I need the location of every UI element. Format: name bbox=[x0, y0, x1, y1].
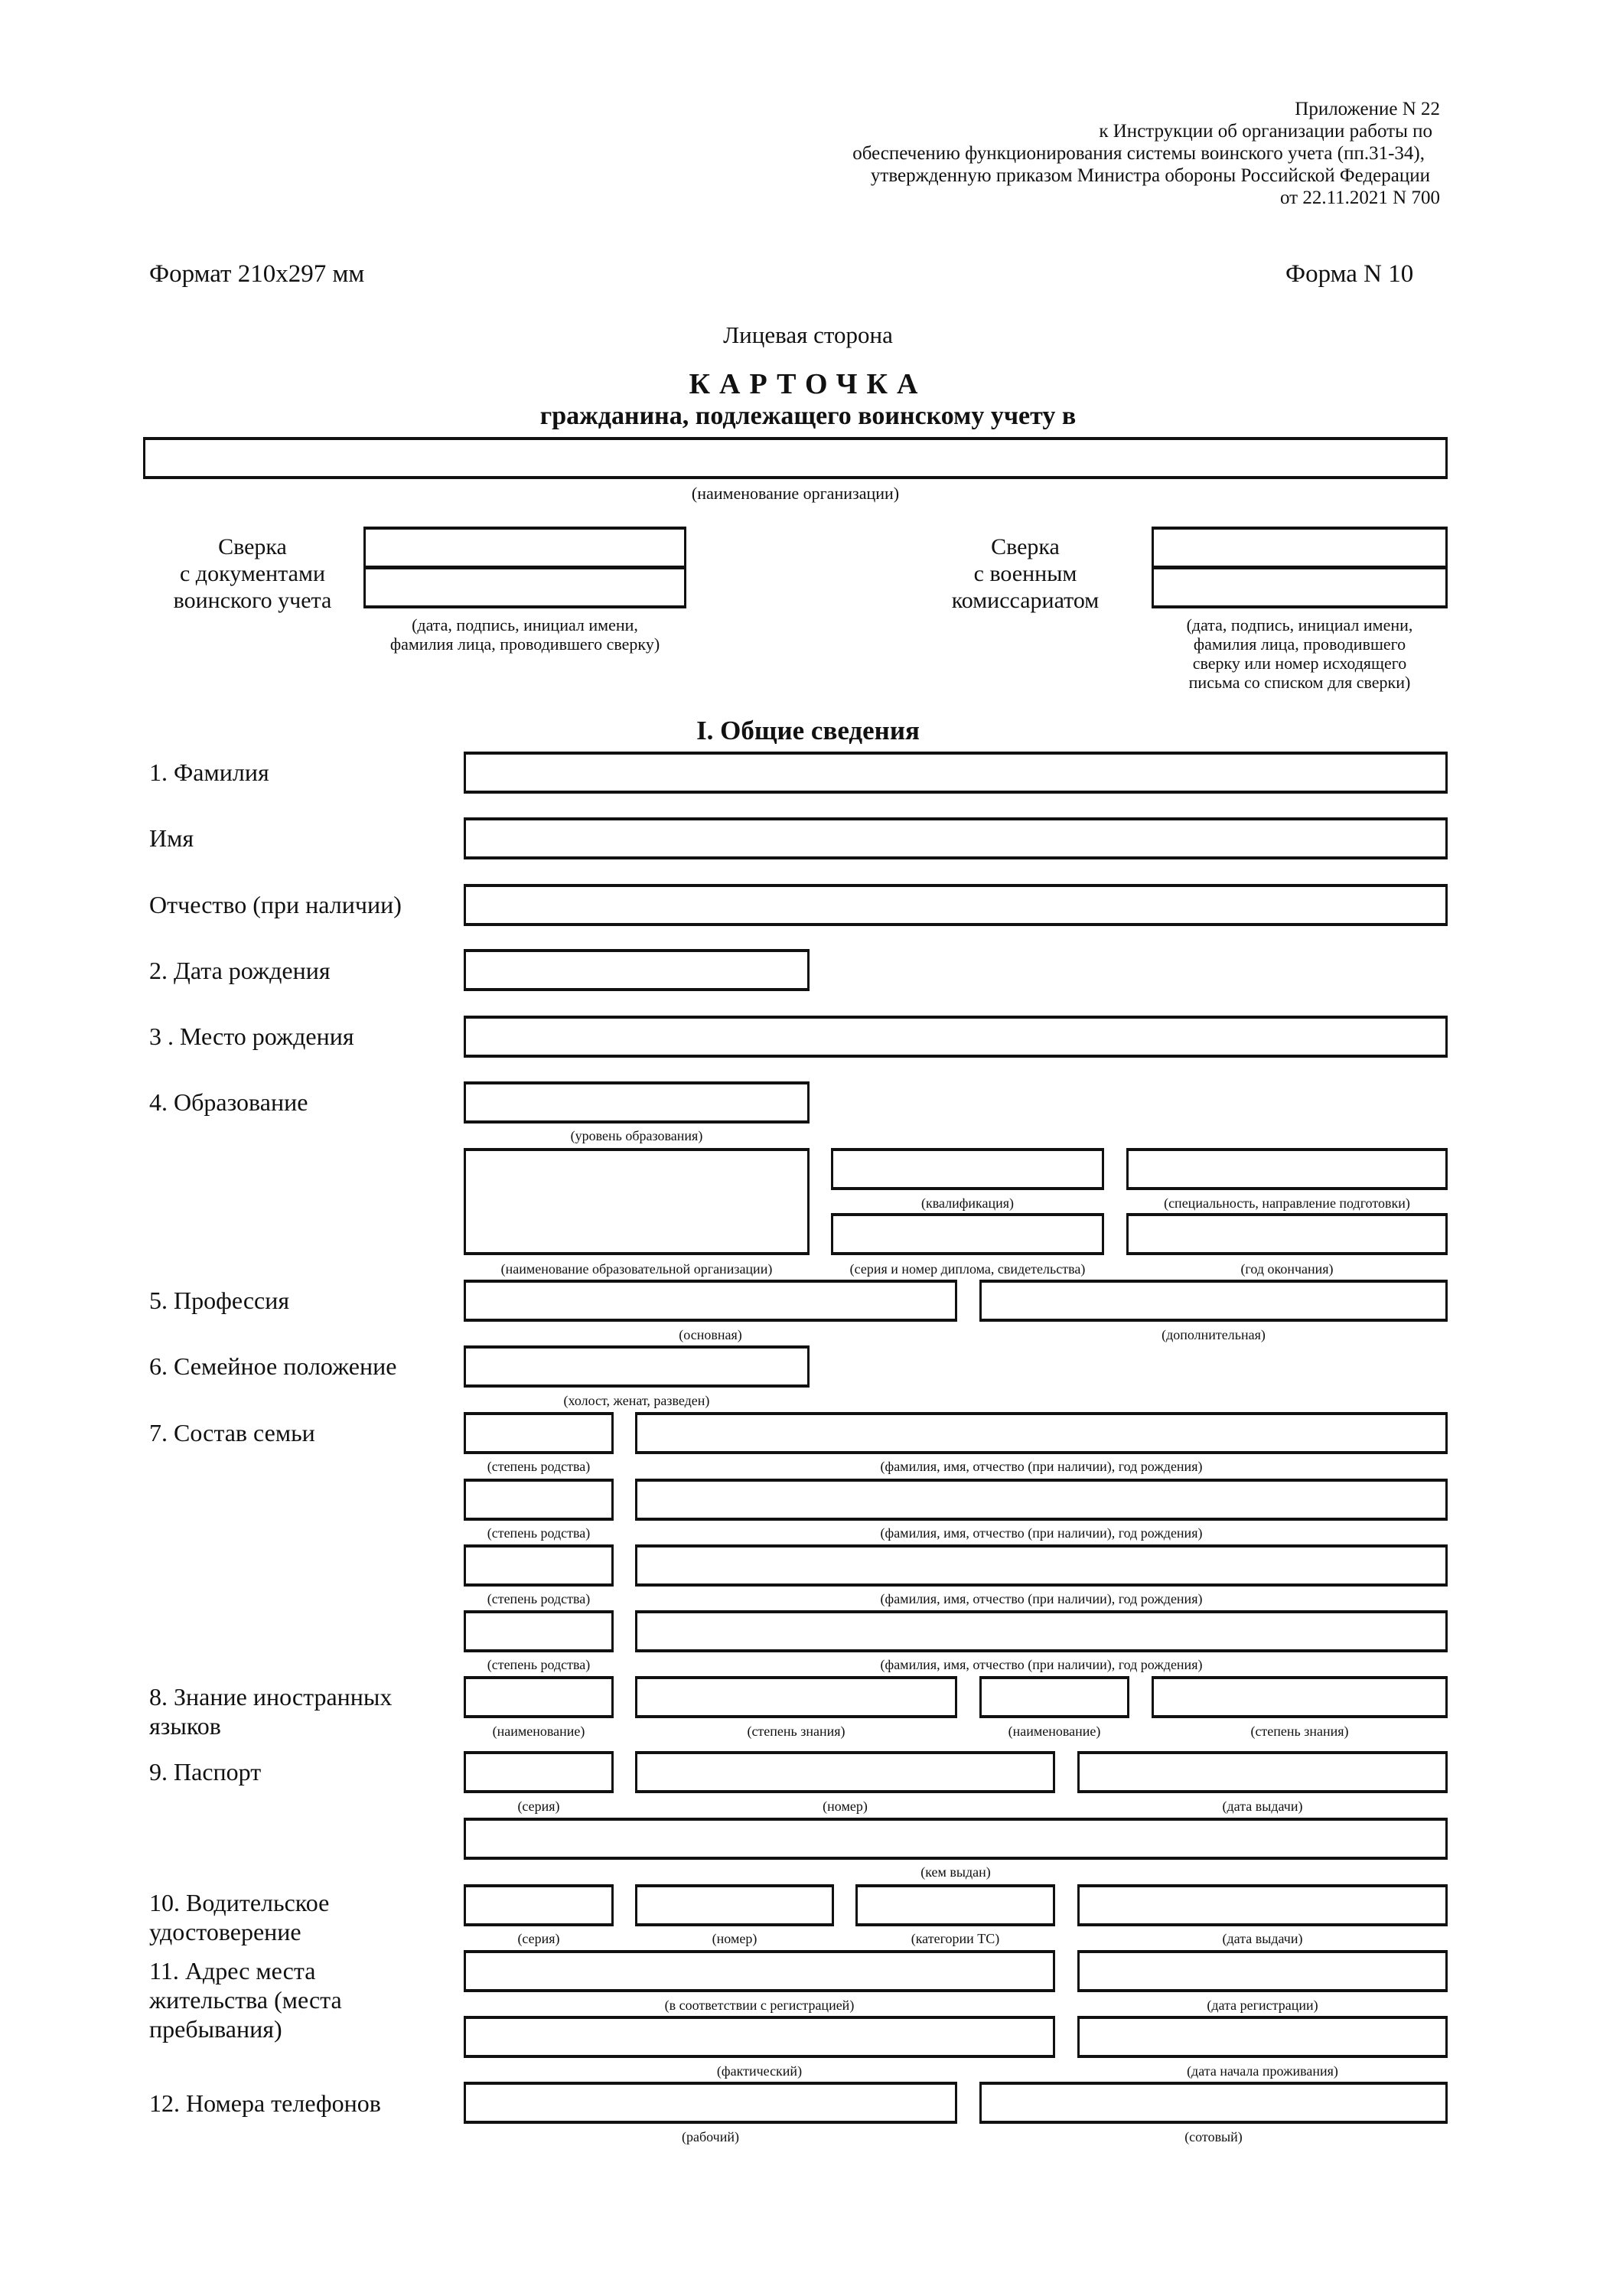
profession-label: 5. Профессия bbox=[149, 1287, 290, 1314]
organization-name-field[interactable] bbox=[143, 437, 1448, 479]
appendix-line: утвержденную приказом Министра обороны Российской Федерации bbox=[870, 165, 1430, 186]
caption-line: (дата, подпись, инициал имени, bbox=[412, 615, 638, 634]
form-number: Форма N 10 bbox=[1285, 260, 1414, 288]
family-member-caption: (фамилия, имя, отчество (при наличии), год рождения) bbox=[880, 1459, 1203, 1474]
section-title: I. Общие сведения bbox=[696, 716, 920, 745]
marital-status-caption: (холост, женат, разведен) bbox=[563, 1393, 710, 1408]
side-label: Лицевая сторона bbox=[723, 321, 893, 348]
organization-caption: (наименование организации) bbox=[691, 484, 900, 503]
mobile-phone-field[interactable] bbox=[979, 2082, 1448, 2124]
profession-extra-field[interactable] bbox=[979, 1280, 1448, 1322]
graduation-year-caption: (год окончания) bbox=[1240, 1261, 1334, 1277]
profession-main-caption: (основная) bbox=[679, 1327, 742, 1342]
education-label: 4. Образование bbox=[149, 1088, 308, 1116]
language-level-field-1[interactable] bbox=[635, 1676, 957, 1718]
document-subtitle: гражданина, подлежащего воинскому учету в bbox=[539, 402, 1077, 430]
family-member-field-4[interactable] bbox=[635, 1610, 1448, 1652]
passport-label: 9. Паспорт bbox=[149, 1758, 262, 1786]
family-kinship-field-2[interactable] bbox=[464, 1479, 614, 1521]
profession-extra-caption: (дополнительная) bbox=[1162, 1327, 1266, 1342]
marital-status-field[interactable] bbox=[464, 1345, 810, 1388]
name-field[interactable] bbox=[464, 817, 1448, 859]
label-line: пребывания) bbox=[149, 2015, 282, 2043]
actual-address-field[interactable] bbox=[464, 2016, 1055, 2058]
profession-main-field[interactable] bbox=[464, 1280, 957, 1322]
registration-address-caption: (в соответствии с регистрацией) bbox=[664, 1998, 855, 2013]
label-line: воинского учета bbox=[173, 588, 332, 613]
education-organization-caption: (наименование образовательной организации) bbox=[500, 1261, 773, 1277]
residence-start-date-caption: (дата начала проживания) bbox=[1187, 2063, 1338, 2079]
sverka-commissariat-caption bbox=[1152, 615, 1448, 692]
caption-line: фамилия лица, проводившего bbox=[1193, 634, 1406, 654]
caption-line: (дата, подпись, инициал имени, bbox=[1186, 615, 1413, 634]
language-level-caption: (степень знания) bbox=[747, 1724, 845, 1739]
license-number-caption: (номер) bbox=[712, 1931, 758, 1946]
license-categories-caption: (категории ТС) bbox=[911, 1931, 1000, 1946]
sverka-documents-field-1[interactable] bbox=[363, 527, 686, 569]
caption-line: сверку или номер исходящего bbox=[1192, 654, 1407, 673]
name-label: Имя bbox=[149, 824, 194, 852]
residence-start-date-field[interactable] bbox=[1077, 2016, 1448, 2058]
license-issue-date-field[interactable] bbox=[1077, 1884, 1448, 1926]
caption-line: фамилия лица, проводившего сверку) bbox=[389, 634, 660, 654]
surname-label: 1. Фамилия bbox=[149, 758, 269, 786]
driver-license-label bbox=[149, 1888, 329, 1946]
registration-address-field[interactable] bbox=[464, 1950, 1055, 1992]
passport-series-field[interactable] bbox=[464, 1751, 614, 1793]
label-line: с военным bbox=[973, 561, 1077, 586]
diploma-number-caption: (серия и номер диплома, свидетельства) bbox=[849, 1261, 1086, 1277]
family-member-field-2[interactable] bbox=[635, 1479, 1448, 1521]
passport-issued-by-field[interactable] bbox=[464, 1818, 1448, 1860]
family-member-field-1[interactable] bbox=[635, 1412, 1448, 1454]
label-line: удостоверение bbox=[149, 1918, 301, 1945]
appendix-line: обеспечению функционирования системы воинского учета (пп.31-34), bbox=[852, 143, 1425, 164]
appendix-line: от 22.11.2021 N 700 bbox=[1280, 188, 1440, 208]
family-kinship-field-1[interactable] bbox=[464, 1412, 614, 1454]
appendix-note bbox=[852, 98, 1440, 209]
mobile-phone-caption: (сотовый) bbox=[1184, 2129, 1243, 2144]
education-level-field[interactable] bbox=[464, 1081, 810, 1124]
patronymic-label: Отчество (при наличии) bbox=[149, 891, 402, 918]
license-categories-field[interactable] bbox=[855, 1884, 1055, 1926]
language-name-caption: (наименование) bbox=[492, 1724, 585, 1739]
specialty-caption: (специальность, направление подготовки) bbox=[1164, 1195, 1410, 1211]
language-name-field-2[interactable] bbox=[979, 1676, 1129, 1718]
passport-issue-date-caption: (дата выдачи) bbox=[1222, 1799, 1303, 1814]
work-phone-caption: (рабочий) bbox=[682, 2129, 739, 2144]
registration-date-field[interactable] bbox=[1077, 1950, 1448, 1992]
appendix-line: к Инструкции об организации работы по bbox=[1099, 121, 1432, 142]
kinship-caption: (степень родства) bbox=[487, 1591, 591, 1606]
kinship-caption: (степень родства) bbox=[487, 1525, 591, 1541]
family-member-caption: (фамилия, имя, отчество (при наличии), год рождения) bbox=[880, 1591, 1203, 1606]
family-kinship-field-3[interactable] bbox=[464, 1544, 614, 1587]
specialty-field[interactable] bbox=[1126, 1148, 1448, 1190]
diploma-number-field[interactable] bbox=[831, 1213, 1104, 1255]
language-name-field-1[interactable] bbox=[464, 1676, 614, 1718]
paper-format: Формат 210х297 мм bbox=[149, 260, 365, 288]
passport-issue-date-field[interactable] bbox=[1077, 1751, 1448, 1793]
family-kinship-field-4[interactable] bbox=[464, 1610, 614, 1652]
label-line: 8. Знание иностранных bbox=[149, 1683, 393, 1711]
marital-status-label: 6. Семейное положение bbox=[149, 1352, 397, 1380]
language-name-caption: (наименование) bbox=[1008, 1724, 1101, 1739]
education-organization-field[interactable] bbox=[464, 1148, 810, 1255]
graduation-year-field[interactable] bbox=[1126, 1213, 1448, 1255]
registration-date-caption: (дата регистрации) bbox=[1207, 1998, 1318, 2013]
family-member-caption: (фамилия, имя, отчество (при наличии), год рождения) bbox=[880, 1657, 1203, 1672]
family-member-field-3[interactable] bbox=[635, 1544, 1448, 1587]
qualification-field[interactable] bbox=[831, 1148, 1104, 1190]
label-line: Сверка bbox=[991, 534, 1060, 559]
label-line: языков bbox=[149, 1712, 221, 1740]
document-title: КАРТОЧКА bbox=[689, 368, 927, 400]
kinship-caption: (степень родства) bbox=[487, 1657, 591, 1672]
passport-number-caption: (номер) bbox=[823, 1799, 868, 1814]
address-label bbox=[149, 1956, 342, 2043]
license-issue-date-caption: (дата выдачи) bbox=[1222, 1931, 1303, 1946]
birth-place-label: 3 . Место рождения bbox=[149, 1022, 354, 1050]
passport-issued-by-caption: (кем выдан) bbox=[920, 1864, 991, 1880]
license-series-caption: (серия) bbox=[517, 1931, 560, 1946]
label-line: с документами bbox=[179, 561, 326, 586]
sverka-commissariat-field-2[interactable] bbox=[1152, 566, 1448, 608]
birth-place-field[interactable] bbox=[464, 1016, 1448, 1058]
label-line: Сверка bbox=[218, 534, 287, 559]
birth-date-field[interactable] bbox=[464, 949, 810, 991]
sverka-commissariat-label bbox=[918, 533, 1132, 614]
language-level-caption: (степень знания) bbox=[1250, 1724, 1349, 1739]
qualification-caption: (квалификация) bbox=[920, 1195, 1015, 1211]
license-series-field[interactable] bbox=[464, 1884, 614, 1926]
sverka-commissariat-field-1[interactable] bbox=[1152, 527, 1448, 569]
birth-date-label: 2. Дата рождения bbox=[149, 957, 331, 984]
surname-field[interactable] bbox=[464, 752, 1448, 794]
education-level-caption: (уровень образования) bbox=[570, 1128, 703, 1143]
kinship-caption: (степень родства) bbox=[487, 1459, 591, 1474]
label-line: 10. Водительское bbox=[149, 1889, 330, 1916]
family-member-caption: (фамилия, имя, отчество (при наличии), год рождения) bbox=[880, 1525, 1203, 1541]
appendix-line: Приложение N 22 bbox=[1295, 99, 1440, 119]
sverka-documents-label bbox=[149, 533, 356, 614]
actual-address-caption: (фактический) bbox=[716, 2063, 803, 2079]
work-phone-field[interactable] bbox=[464, 2082, 957, 2124]
passport-series-caption: (серия) bbox=[517, 1799, 560, 1814]
languages-label bbox=[149, 1682, 392, 1740]
patronymic-field[interactable] bbox=[464, 884, 1448, 926]
language-level-field-2[interactable] bbox=[1152, 1676, 1448, 1718]
phones-label: 12. Номера телефонов bbox=[149, 2089, 381, 2117]
sverka-documents-field-2[interactable] bbox=[363, 566, 686, 608]
label-line: 11. Адрес места bbox=[149, 1957, 316, 1985]
label-line: комиссариатом bbox=[951, 588, 1100, 613]
passport-number-field[interactable] bbox=[635, 1751, 1055, 1793]
family-label: 7. Состав семьи bbox=[149, 1419, 315, 1446]
label-line: жительства (места bbox=[149, 1986, 342, 2014]
license-number-field[interactable] bbox=[635, 1884, 834, 1926]
caption-line: письма со списком для сверки) bbox=[1188, 673, 1411, 692]
sverka-documents-caption bbox=[363, 615, 686, 654]
